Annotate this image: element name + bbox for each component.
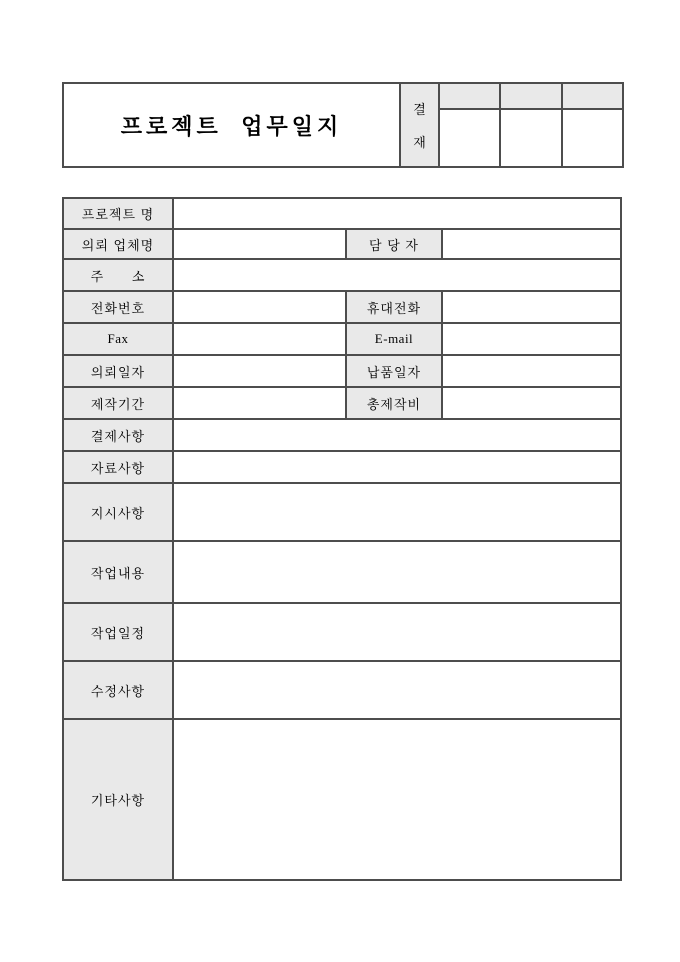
field-production-period[interactable]: [173, 387, 346, 419]
header-table: [62, 82, 624, 168]
approval-char-top: 결: [413, 102, 426, 117]
label-materials: 자료사항: [63, 451, 173, 483]
label-work-schedule: 작업일정: [63, 603, 173, 661]
field-address[interactable]: [173, 259, 621, 291]
field-manager[interactable]: [442, 229, 621, 259]
approval-char-bottom: 재: [413, 135, 426, 150]
form-table: [62, 197, 622, 881]
approval-label-stack: [401, 85, 438, 165]
field-work-content[interactable]: [173, 541, 621, 603]
field-delivery-date[interactable]: [442, 355, 621, 387]
approval-sign-area-2[interactable]: [500, 109, 562, 167]
field-revisions[interactable]: [173, 661, 621, 719]
field-phone[interactable]: [173, 291, 346, 323]
approval-sign-header-3: [562, 83, 623, 109]
approval-label: [400, 83, 439, 167]
approval-sign-area-3[interactable]: [562, 109, 623, 167]
field-request-date[interactable]: [173, 355, 346, 387]
label-address: 주 소: [63, 259, 173, 291]
field-total-cost[interactable]: [442, 387, 621, 419]
label-revisions: 수정사항: [63, 661, 173, 719]
label-client-company: 의뢰 업체명: [63, 229, 173, 259]
label-fax: Fax: [63, 323, 173, 355]
field-other[interactable]: [173, 719, 621, 880]
approval-sign-header-1: [439, 83, 500, 109]
label-request-date: 의뢰일자: [63, 355, 173, 387]
label-project-name: 프로젝트 명: [63, 198, 173, 229]
approval-sign-header-2: [500, 83, 562, 109]
label-production-period: 제작기간: [63, 387, 173, 419]
label-work-content: 작업내용: [63, 541, 173, 603]
field-project-name[interactable]: [173, 198, 621, 229]
label-payment: 결제사항: [63, 419, 173, 451]
label-email: E-mail: [346, 323, 442, 355]
field-mobile[interactable]: [442, 291, 621, 323]
label-phone: 전화번호: [63, 291, 173, 323]
field-payment[interactable]: [173, 419, 621, 451]
label-mobile: 휴대전화: [346, 291, 442, 323]
field-instructions[interactable]: [173, 483, 621, 541]
field-materials[interactable]: [173, 451, 621, 483]
field-fax[interactable]: [173, 323, 346, 355]
field-work-schedule[interactable]: [173, 603, 621, 661]
field-client-company[interactable]: [173, 229, 346, 259]
label-instructions: 지시사항: [63, 483, 173, 541]
approval-sign-area-1[interactable]: [439, 109, 500, 167]
label-manager: 담 당 자: [346, 229, 442, 259]
field-email[interactable]: [442, 323, 621, 355]
label-total-cost: 총제작비: [346, 387, 442, 419]
label-other: 기타사항: [63, 719, 173, 880]
document-title: 프로젝트 업무일지: [63, 83, 400, 167]
label-delivery-date: 납품일자: [346, 355, 442, 387]
